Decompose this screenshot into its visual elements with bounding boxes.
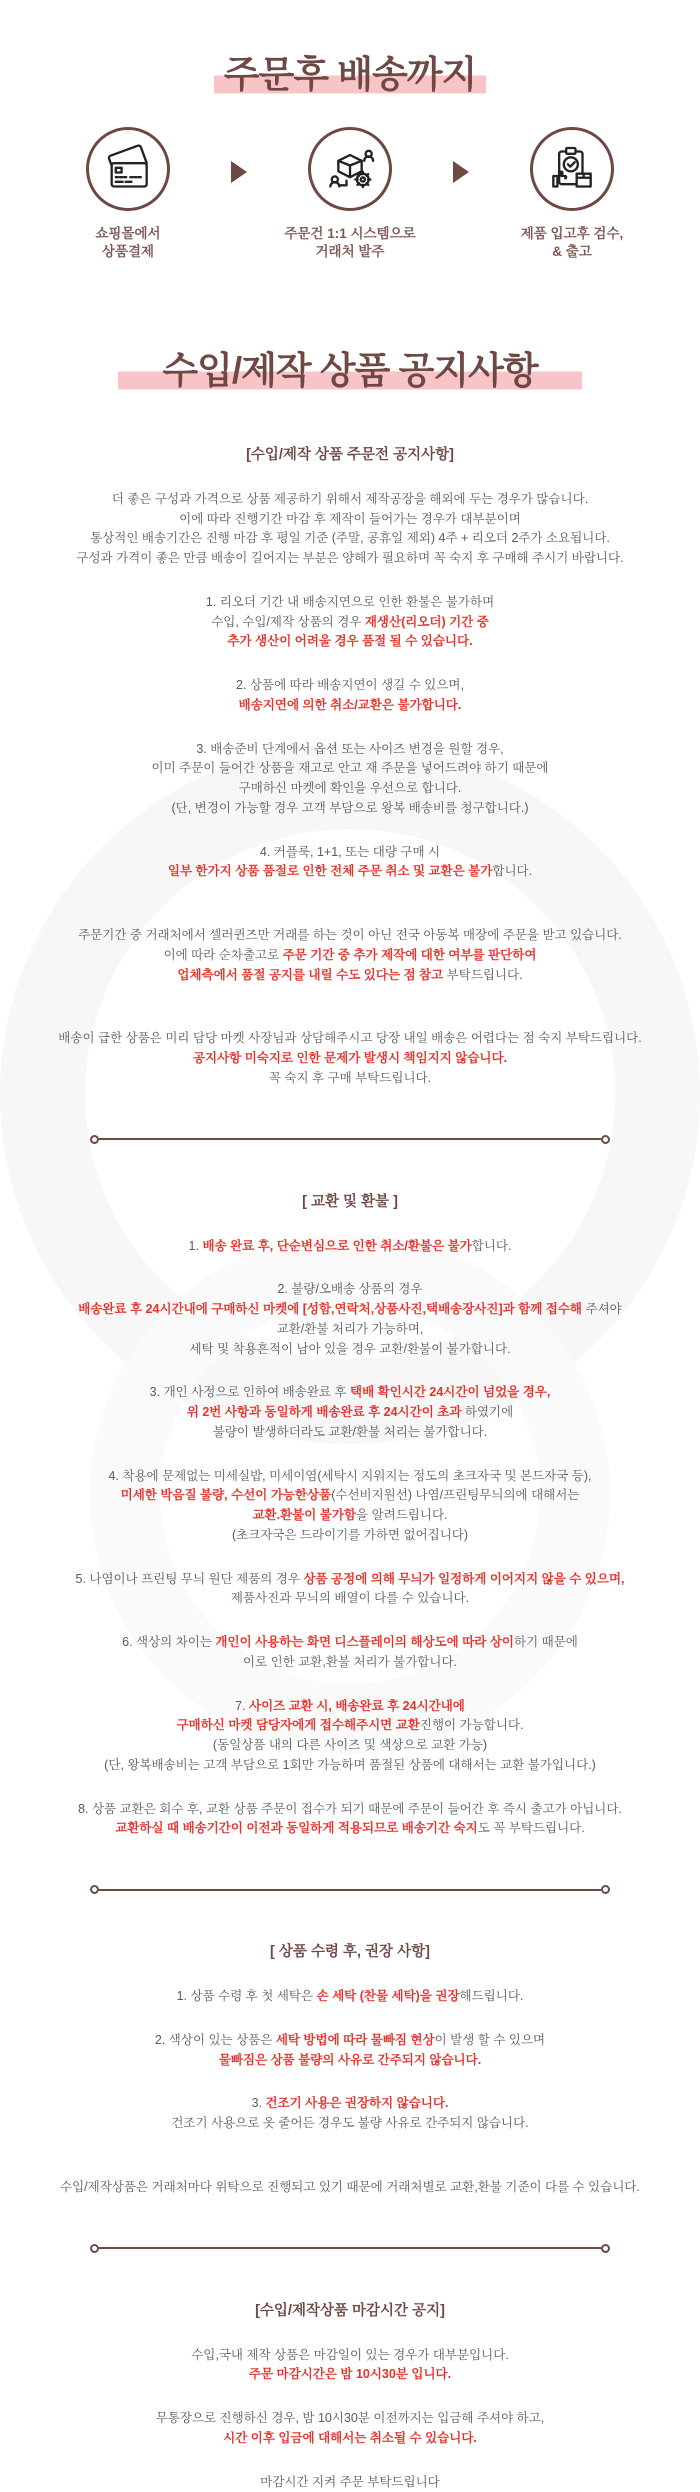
step-payment [43,127,213,263]
step-inspection-shipment [487,127,657,263]
notice-text: 하기 때문에 [514,1635,578,1650]
notice-line [14,1300,686,1320]
step-order-system [265,127,435,263]
notice-text: 이에 따라 순차출고로 [163,947,283,962]
notice-line [14,759,686,779]
notice-line [14,1716,686,1736]
notice-line [14,1506,686,1526]
notice-line [14,1987,686,2007]
notice-text-red: 교환.환불이 불가함 [252,1508,357,1523]
notice-text: 수입/제작상품은 거래처마다 위탁으로 진행되고 있기 때문에 거래처별로 교환,환불 기준이 다를 수 있습니다. [60,2179,640,2194]
notice-text: 3. [251,2096,266,2111]
notice-text: 하였기에 [461,1405,514,1420]
notice-line [14,1633,686,1653]
notice-text: 8. 상품 교환은 회수 후, 교환 상품 주문이 접수가 되기 때문에 주문이 들어간 후 즉시 출고가 아닙니다. [78,1801,622,1816]
notice-text: 더 좋은 구성과 가격으로 상품 제공하기 위해서 제작공장을 해외에 두는 경우가 많습니다. [111,491,589,506]
notice-line [14,2473,686,2492]
divider-end-circle [601,1135,610,1144]
divider-line [99,2247,601,2249]
notice-line [14,490,686,510]
notice-text-red: 택배 확인시간 24시간이 넘었을 경우, [350,1385,551,1400]
notice-line [14,1756,686,1776]
notice-block [14,926,686,985]
credit-card-payment-icon [86,127,170,211]
section-header: [수입/제작상품 마감시간 공지] [255,2302,445,2319]
notice-line [14,1697,686,1717]
notice-text: 교환/환불 처리가 가능하며, [276,1321,424,1336]
notice-text: 1. 리오더 기간 내 배송지연으로 인한 환불은 불가하며 [205,594,495,609]
notice-line [14,593,686,613]
order-process-steps [0,127,700,263]
notice-line [14,2094,686,2114]
notice-block [14,1987,686,2007]
notice-block [14,2346,686,2386]
notice-text-red: 공지사항 미숙지로 인한 문제가 발생시 책임지지 않습니다. [192,1051,508,1066]
notice-block [14,1467,686,1546]
notice-line [14,676,686,696]
notice-line [14,1069,686,1089]
notice-line [14,779,686,799]
arrow-right-icon [453,161,469,183]
notice-text-red: 건조기 사용은 권장하지 않습니다. [265,2096,449,2111]
notice-text: 2. 색상이 있는 상품은 [154,2032,276,2047]
notice-text-red: 위 2번 사항과 동일하게 배송완료 후 24시간이 초과 [186,1405,462,1420]
notice-text: 무통장으로 진행하신 경우, 밤 10시30분 이전까지는 입금해 주셔야 하고, [155,2411,545,2426]
clipboard-check-icon [544,141,600,197]
notice-text-red: 업체측에서 품절 공지를 내릴 수도 있다는 점 참고 [177,967,444,982]
notice-block [14,2409,686,2449]
notice-line [14,1049,686,1069]
notice-text: 5. 나염이나 프린팅 무늬 원단 제품의 경우 [75,1571,304,1586]
notice-line [14,1340,686,1360]
notice-text: 진행이 가능합니다. [419,1718,524,1733]
divider-line [99,1138,601,1140]
notice-block [14,1029,686,1088]
notice-text: 3. 개인 사정으로 인하여 배송완료 후 [149,1385,350,1400]
notice-text: 2. 상품에 따라 배송지연이 생길 수 있으며, [236,678,464,693]
notice-block [14,1570,686,1610]
notice-line [14,1423,686,1443]
notice-text-red: 상품 공정에 의해 무늬가 일정하게 이어지지 않을 수 있으며, [303,1571,625,1586]
step-label [487,225,657,263]
notice-text: (단, 왕복배송비는 고객 부담으로 1회만 가능하며 품절된 상품에 대해서는 교환 불가입니다.) [104,1757,596,1772]
section-after-receipt [0,1940,700,2198]
notice-text: 을 알려드립니다. [356,1508,448,1523]
notice-text: (동일상품 내의 다른 사이즈 및 색상으로 교환 가능) [212,1738,488,1753]
notice-line [14,2051,686,2071]
notice-text: 불량이 발생하더라도 교환/환불 처리는 불가합니다. [212,1424,488,1439]
notice-line [14,696,686,716]
section-divider [90,1885,610,1894]
notice-line [14,1589,686,1609]
section-exchange-refund [0,1190,700,1840]
notice-line [14,1800,686,1820]
notice-text: 수입,국내 제작 상품은 마감일이 있는 경우가 대부분입니다. [191,2347,509,2362]
notice-text: 배송이 급한 상품은 미리 담당 마켓 사장님과 상담해주시고 당장 내일 배송은 어렵다는 점 숙지 부탁드립니다. [58,1031,642,1046]
notice-line [14,1526,686,1546]
notice-line [14,632,686,652]
notice-text-red: 손 세탁 (찬물 세탁)을 권장 [316,1989,460,2004]
notice-block [14,676,686,716]
notice-text: 3. 배송준비 단계에서 옵션 또는 사이즈 변경을 원할 경우, [196,741,504,756]
notice-block [14,2178,686,2198]
notice-text: 1. [188,1238,203,1253]
notice-text-red: 배송지연에 의한 취소/교환은 불가합니다. [238,697,462,712]
notice-line [14,1819,686,1839]
notice-text-red: 주문 기간 중 추가 제작에 대한 여부를 판단하여 [282,947,537,962]
notice-text: 건조기 사용으로 옷 줄어든 경우도 불량 사유로 간주되지 않습니다. [171,2116,529,2131]
divider-end-circle [90,2244,99,2253]
notice-title [0,350,700,393]
notice-line [14,2114,686,2134]
notice-text: 꼭 숙지 후 구매 부탁드립니다. [268,1070,432,1085]
notice-text-red: 배송 완료 후, 단순변심으로 인한 취소/환불은 불가 [202,1238,472,1253]
notice-line [14,862,686,882]
notice-text: 해드립니다. [459,1989,524,2004]
notice-text: 부탁드립니다. [443,967,523,982]
notice-text: 제품사진과 무늬의 배열이 다를 수 있습니다. [230,1591,470,1606]
notice-block [14,1237,686,1257]
notice-line [14,799,686,819]
section-header: [ 교환 및 환불 ] [302,1193,398,1210]
notice-text: 1. 상품 수령 후 첫 세탁은 [176,1989,317,2004]
credit-card-icon [100,141,156,197]
notice-line [14,2429,686,2449]
section-deadline-notice [0,2299,700,2492]
notice-block [14,2031,686,2071]
section-header: [ 상품 수령 후, 권장 사항] [270,1944,430,1961]
notice-line [14,740,686,760]
notice-text-red: 세탁 방법에 따라 물빠짐 현상 [275,2032,435,2047]
notice-text: 이로 인한 교환,환불 처리가 불가합니다. [242,1654,458,1669]
step-label-line: 쇼핑몰에서 [95,225,161,241]
notice-text: 도 꼭 부탁드립니다. [477,1821,585,1836]
notice-block [14,490,686,569]
section-header: [수입/제작 상품 주문전 공지사항] [246,446,454,463]
page-title-text: 주문후 배송까지 [214,54,486,95]
notice-block [14,740,686,819]
notice-text-red: 시간 이후 입금에 대해서는 취소될 수 있습니다. [223,2430,477,2445]
notice-line [14,2178,686,2198]
step-label [265,225,435,263]
order-system-icon [308,127,392,211]
arrow-right-icon [231,161,247,183]
notice-text: 이 발생 할 수 있으며 [434,2032,546,2047]
notice-text: 주셔야 [582,1302,622,1317]
notice-text: 이미 주문이 들어간 상품을 재고로 안고 재 주문을 넣어드려야 하기 때문에 [151,761,549,776]
notice-block [14,1697,686,1776]
divider-end-circle [90,1135,99,1144]
notice-line [14,1736,686,1756]
notice-block [14,843,686,883]
notice-text-red: 주문 마감시간은 밤 10시30분 입니다. [248,2367,452,2382]
notice-text: (단, 변경이 가능할 경우 고객 부담으로 왕복 배송비를 청구합니다.) [171,800,529,815]
notice-text-red: 사이즈 교환 시, 배송완료 후 24시간내에 [249,1698,465,1713]
notice-text-red: 일부 한가지 상품 품절로 인한 전체 주문 취소 및 교환은 불가 [167,864,493,879]
notice-line [14,1467,686,1487]
divider-end-circle [601,2244,610,2253]
step-label-line: 주문건 1:1 시스템으로 [284,225,416,241]
notice-text-red: 구매하신 마켓 담당자에게 접수해주시면 교환 [176,1718,420,1733]
notice-text-red: 물빠짐은 상품 불량의 사유로 간주되지 않습니다. [218,2052,482,2067]
notice-text: 6. 색상의 차이는 [122,1635,216,1650]
notice-text: 4. 커플룩, 1+1, 또는 대량 구매 시 [259,844,441,859]
notice-line [14,1320,686,1340]
notice-text: (초크자국은 드라이기를 가하면 없어집니다) [231,1527,469,1542]
notice-line [14,1486,686,1506]
notice-text: 합니다. [471,1238,512,1253]
notice-line [14,510,686,530]
notice-text: 이에 따라 진행기간 마감 후 제작이 들어가는 경우가 대부분이며 [179,511,521,526]
notice-text-red: 미세한 박음질 불량, 수선이 가능한상품 [120,1488,332,1503]
notice-line [14,529,686,549]
notice-line [14,926,686,946]
notice-text: 구매하신 마켓에 확인을 우선으로 합니다. [238,781,462,796]
section-divider [90,1135,610,1144]
notice-line [14,1403,686,1423]
notice-text: 합니다. [492,864,533,879]
notice-text: 세탁 및 착용흔적이 남아 있을 경우 교환/환불이 불가합니다. [189,1341,511,1356]
notice-line [14,2346,686,2366]
notice-line [14,2409,686,2429]
notice-line [14,946,686,966]
notice-block [14,593,686,652]
notice-text: 구성과 가격이 좋은 만큼 배송이 길어지는 부분은 양해가 필요하며 꼭 숙지 후 구매해 주시기 바랍니다. [76,551,624,566]
notice-line [14,843,686,863]
notice-sections [0,443,700,2492]
notice-text: 7. [235,1698,250,1713]
inspection-shipment-icon [530,127,614,211]
notice-text: 수입, 수입/제작 상품의 경우 [211,614,365,629]
divider-end-circle [90,1885,99,1894]
notice-line [14,1280,686,1300]
notice-text-red: 개인이 사용하는 화면 디스플레이의 해상도에 따라 상이 [215,1635,514,1650]
notice-line [14,549,686,569]
notice-text: 2. 불량/오배송 상품의 경우 [277,1282,423,1297]
notice-line [14,2365,686,2385]
notice-text: 마감시간 지켜 주문 부탁드립니다 [260,2474,440,2489]
step-label-line: 제품 입고후 검수, [520,225,624,241]
notice-text-red: 추가 생산이 어려울 경우 품절 될 수 있습니다. [227,634,473,649]
notice-title-text: 수입/제작 상품 공지사항 [118,350,581,391]
notice-line [14,1570,686,1590]
divider-line [99,1889,601,1891]
notice-line [14,966,686,986]
notice-block [14,1800,686,1840]
notice-block [14,2094,686,2134]
notice-text-red: 재생산(리오더) 기간 중 [364,614,489,629]
notice-text-red: 교환하실 때 배송기간이 이전과 동일하게 적용되므로 배송기간 숙지 [115,1821,478,1836]
notice-line [14,613,686,633]
step-label-line: 거래처 발주 [315,244,385,260]
section-pre-order-notice [0,443,700,1089]
notice-line [14,1029,686,1049]
section-divider [90,2244,610,2253]
notice-block [14,1280,686,1359]
notice-text: 4. 착용에 문제없는 미세실밥, 미세이염(세탁시 지워지는 정도의 초크자국 및 본드자국 등), [108,1468,592,1483]
notice-block [14,1383,686,1442]
notice-line [14,1653,686,1673]
notice-text: 주문기간 중 거래처에서 셀러퀸즈만 거래를 하는 것이 아닌 전국 아동복 매장에 주문을 받고 있습니다. [78,928,622,943]
step-label-line: 상품결제 [101,244,155,260]
notice-text: (수선비지원선) 나염/프린팅무늬의에 대해서는 [331,1488,580,1503]
step-label [43,225,213,263]
notice-page [0,54,700,2489]
page-title [0,54,700,97]
step-label-line: & 출고 [552,244,592,260]
notice-text-red: 배송완료 후 24시간내에 구매하신 마켓에 [성함,연락처,상품사진,택배송장사진]과 함께 접수해 [78,1302,583,1317]
notice-line [14,2031,686,2051]
notice-line [14,1383,686,1403]
notice-text: 통상적인 배송기간은 진행 마감 후 평일 기준 (주말, 공휴일 제외) 4주 + 리오더 2주가 소요됩니다. [90,531,610,546]
notice-line [14,1237,686,1257]
box-gear-icon [322,141,378,197]
notice-block [14,1633,686,1673]
divider-end-circle [601,1885,610,1894]
notice-block [14,2473,686,2492]
